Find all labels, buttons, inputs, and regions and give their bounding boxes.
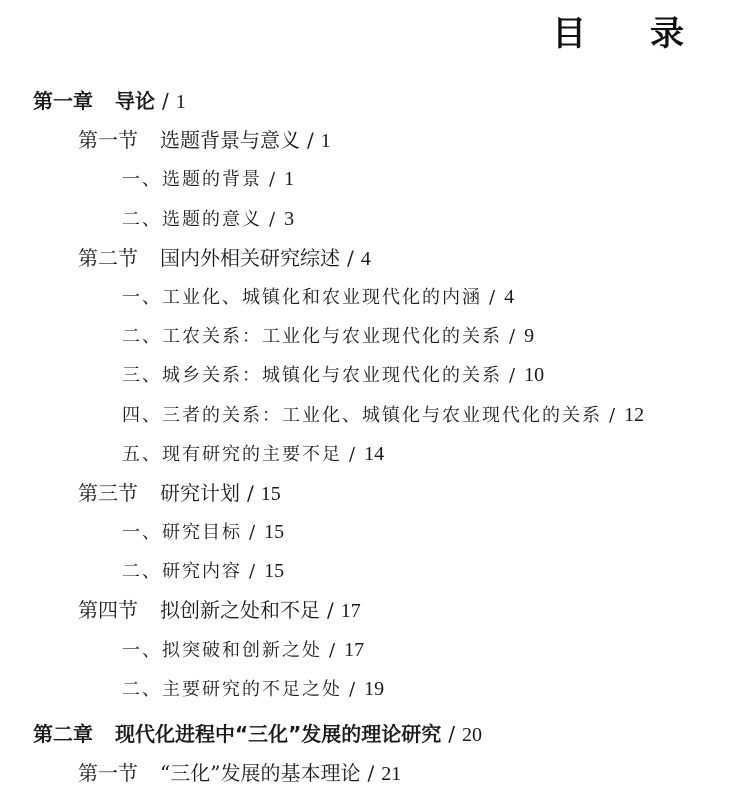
toc-entry-title: 二、选题的意义	[122, 208, 262, 230]
toc-page-number: 4	[504, 285, 515, 308]
toc-entry-title: 一、拟突破和创新之处	[122, 639, 322, 661]
toc-subsection[interactable]	[0, 200, 750, 239]
toc-page-number: 15	[264, 521, 285, 544]
toc-entry-title: 拟创新之处和不足	[160, 598, 320, 623]
toc-page-number: 17	[344, 638, 365, 661]
toc-chapter-2[interactable]	[0, 715, 750, 754]
toc-page-number: 21	[381, 763, 402, 786]
toc-page-number: 17	[340, 600, 361, 623]
toc-subsection[interactable]	[0, 356, 750, 395]
toc-subsection[interactable]	[0, 670, 750, 709]
toc-page-number: 12	[624, 403, 645, 426]
toc-page-number: 19	[364, 677, 385, 700]
toc-entry-title: 四、三者的关系：工业化、城镇化与农业现代化的关系	[122, 404, 602, 426]
toc-separator: /	[329, 639, 338, 661]
page-title: 目 录	[552, 14, 710, 54]
toc-subsection[interactable]	[0, 317, 750, 356]
toc-entry-title: 一、研究目标	[122, 522, 242, 544]
toc-page-number: 1	[320, 130, 331, 153]
toc-separator: /	[349, 443, 358, 465]
toc-entry-title: 导论	[115, 89, 155, 113]
toc-page-number: 15	[260, 482, 281, 505]
toc-list	[0, 82, 750, 793]
toc-entry-label: 第一节	[78, 761, 138, 786]
toc-separator: /	[509, 326, 518, 348]
toc-entry-title: 研究计划	[160, 480, 240, 505]
toc-entry-title: 三、城乡关系：城镇化与农业现代化的关系	[122, 365, 502, 387]
toc-subsection[interactable]	[0, 278, 750, 317]
toc-section-2-1[interactable]	[0, 754, 750, 793]
toc-entry-label: 第一章	[33, 89, 93, 113]
toc-page-number: 15	[264, 560, 285, 583]
toc-separator: /	[247, 480, 254, 505]
toc-separator: /	[327, 598, 334, 623]
toc-subsection[interactable]	[0, 396, 750, 435]
toc-separator: /	[249, 561, 258, 583]
toc-entry-label: 第三节	[78, 480, 138, 505]
toc-page-number: 9	[524, 325, 535, 348]
toc-separator: /	[489, 286, 498, 308]
toc-page-number: 1	[175, 91, 186, 113]
toc-page-number: 3	[284, 207, 295, 230]
toc-separator: /	[307, 128, 314, 153]
toc-entry-label: 第一节	[78, 128, 138, 153]
toc-section-1-1[interactable]	[0, 121, 750, 160]
toc-entry-title: 二、主要研究的不足之处	[122, 678, 342, 700]
toc-entry-title: 二、研究内容	[122, 561, 242, 583]
toc-subsection[interactable]	[0, 513, 750, 552]
toc-section-1-2[interactable]	[0, 239, 750, 278]
toc-entry-title: 国内外相关研究综述	[160, 245, 340, 270]
toc-subsection[interactable]	[0, 631, 750, 670]
toc-page-number: 1	[284, 168, 295, 191]
toc-entry-title: 一、工业化、城镇化和农业现代化的内涵	[122, 286, 482, 308]
toc-separator: /	[367, 761, 375, 786]
toc-subsection[interactable]	[0, 552, 750, 591]
toc-entry-label: 第四节	[78, 598, 138, 623]
toc-page-number: 14	[364, 442, 385, 465]
toc-separator: /	[347, 245, 354, 270]
toc-entry-title: 选题背景与意义	[160, 128, 300, 153]
toc-separator: /	[269, 169, 278, 191]
toc-page-number: 10	[524, 364, 545, 387]
toc-section-1-3[interactable]	[0, 474, 750, 513]
toc-separator: /	[509, 365, 518, 387]
toc-separator: /	[249, 522, 258, 544]
toc-entry-label: 第二章	[33, 722, 93, 746]
toc-entry-title: “三化”发展的基本理论	[160, 761, 361, 786]
toc-page-number: 20	[462, 724, 483, 746]
toc-subsection[interactable]	[0, 435, 750, 474]
toc-separator: /	[269, 208, 278, 230]
toc-entry-title: 五、现有研究的主要不足	[122, 443, 342, 465]
toc-separator: /	[162, 89, 169, 113]
toc-entry-title: 现代化进程中“三化”发展的理论研究	[115, 722, 442, 746]
toc-separator: /	[448, 722, 456, 746]
toc-entry-title: 二、工农关系：工业化与农业现代化的关系	[122, 326, 502, 348]
toc-chapter-1[interactable]	[0, 82, 750, 121]
toc-separator: /	[609, 404, 618, 426]
toc-section-1-4[interactable]	[0, 591, 750, 630]
toc-entry-title: 一、选题的背景	[122, 169, 262, 191]
toc-separator: /	[349, 678, 358, 700]
toc-page-number: 4	[360, 247, 371, 270]
toc-subsection[interactable]	[0, 160, 750, 199]
toc-entry-label: 第二节	[78, 245, 138, 270]
